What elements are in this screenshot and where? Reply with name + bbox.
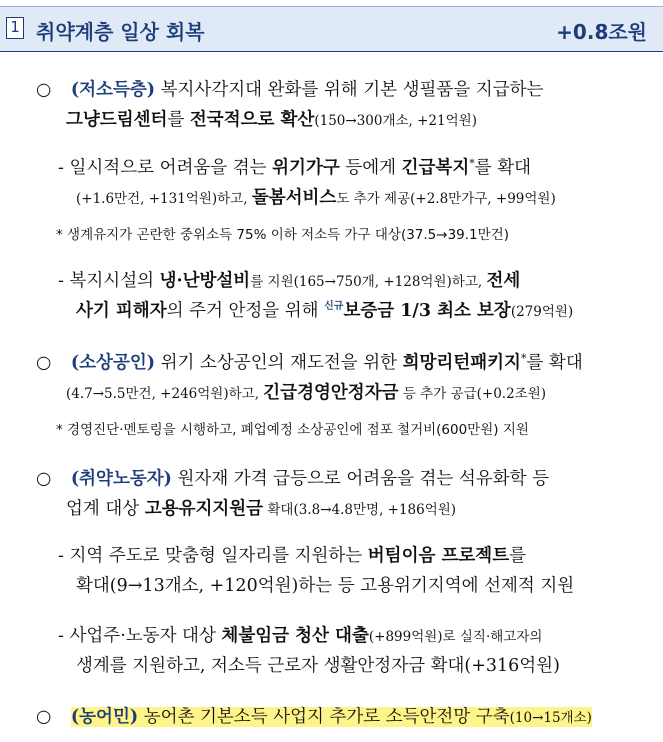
category-label: (저소득층) <box>70 80 156 100</box>
section-header <box>0 6 663 52</box>
item-text: 등 추가 공급(+0.2조원) <box>398 386 547 402</box>
category-label: (농어민) <box>70 707 139 727</box>
footnote-2: * 경영진단·멘토링을 시행하고, 폐업예정 소상공인에 점포 철거비(600만원) 지원 <box>56 422 529 438</box>
dash: - <box>58 626 64 646</box>
item-workers-line1 <box>36 465 549 490</box>
item-text: 복지사각지대 완화를 위해 기본 생필품을 지급하는 <box>155 80 544 100</box>
bold-term: 사기 피해자 <box>76 301 167 321</box>
section-title: 취약계층 일상 회복 <box>36 20 205 44</box>
item-figures: (10→15개소) <box>509 710 592 726</box>
subitem-facility-line1 <box>58 267 520 292</box>
item-text: 를 확대 <box>474 158 532 178</box>
bold-term: 보증금 1/3 최소 보장 <box>343 301 511 321</box>
bullet: ○ <box>36 469 52 489</box>
bold-term: 고용유지지원금 <box>144 499 264 519</box>
item-text: 원자재 가격 급등으로 어려움을 겪는 석유화학 등 <box>171 469 549 489</box>
item-figures: (+899억원)로 실직·해고자의 <box>368 629 543 645</box>
item-low-income-line2 <box>66 106 477 131</box>
bold-term: 전국적으로 확산 <box>189 110 315 130</box>
subitem-loan-line2: 생계를 지원하고, 저소득 근로자 생활안정자금 확대(+316억원) <box>76 656 560 676</box>
subitem-emergency-line2 <box>76 184 556 209</box>
item-workers-line2 <box>66 495 456 520</box>
bullet: ○ <box>36 707 52 727</box>
bold-term: 긴급복지 <box>401 158 470 178</box>
item-text: 일시적으로 어려움을 겪는 <box>63 158 273 178</box>
bold-term: 냉·난방설비 <box>159 271 251 291</box>
item-text: 도 추가 제공(+2.8만가구, +99억원) <box>336 191 556 207</box>
item-figures: (150→300개소, +21억원) <box>314 113 477 129</box>
item-text: 사업주·노동자 대상 <box>63 626 222 646</box>
item-farmers-line1 <box>36 703 592 728</box>
item-text: 복지시설의 <box>63 271 160 291</box>
dash: - <box>58 271 64 291</box>
footnote-1: * 생계유지가 곤란한 중위소득 75% 이하 저소득 가구 대상(37.5→39.1만건) <box>56 227 509 243</box>
subitem-loan-line1 <box>58 622 542 647</box>
item-text: 를 확대 <box>526 353 583 373</box>
item-text: 업계 대상 <box>66 499 145 519</box>
item-small-business-line1 <box>36 349 583 374</box>
bold-term: 위기가구 <box>272 158 340 178</box>
subitem-emergency-line1 <box>58 154 531 179</box>
bold-term: 체불임금 청산 대출 <box>221 626 369 646</box>
new-badge: 신규 <box>324 301 344 312</box>
item-low-income-line1 <box>36 76 543 101</box>
item-figures: (+1.6만건, +131억원)하고, <box>76 191 252 207</box>
bold-term: 돌봄서비스 <box>251 188 337 208</box>
item-text: 지역 주도로 맞춤형 일자리를 지원하는 <box>63 546 368 566</box>
item-text: 의 주거 안정을 위해 <box>166 301 325 321</box>
subitem-project-line2: 확대(9→13개소, +120억원)하는 등 고용위기지역에 선제적 지원 <box>76 576 575 596</box>
bold-term: 그냥드림센터 <box>66 110 168 130</box>
category-label: (소상공인) <box>70 353 156 373</box>
section-number: 1 <box>6 17 24 39</box>
item-text: 위기 소상공인의 재도전을 위한 <box>155 353 403 373</box>
bullet: ○ <box>36 353 52 373</box>
item-text: 를 지원(165→750개, +128억원)하고, <box>250 274 487 290</box>
dash: - <box>58 158 64 178</box>
item-figures: (279억원) <box>510 304 574 320</box>
footnote-mark: * <box>520 352 527 365</box>
category-label: (취약노동자) <box>70 469 172 489</box>
item-text: 등에게 <box>339 158 402 178</box>
subitem-facility-line2 <box>76 297 573 322</box>
item-text: 농어촌 기본소득 사업지 추가로 소득안전망 구축 <box>138 707 510 727</box>
section-amount: +0.8조원 <box>556 20 647 44</box>
bold-term: 긴급경영안정자금 <box>263 383 399 403</box>
item-text: 를 <box>509 546 527 566</box>
item-figures: 확대(3.8→4.8만명, +186억원) <box>263 502 457 518</box>
bullet: ○ <box>36 80 52 100</box>
footnote-mark: * <box>469 157 475 170</box>
item-figures: (4.7→5.5만건, +246억원)하고, <box>66 386 264 402</box>
highlighted-text <box>71 707 592 727</box>
dash: - <box>58 546 64 566</box>
bold-term: 버팀이음 프로젝트 <box>367 546 510 566</box>
bold-term: 희망리턴패키지 <box>402 353 521 373</box>
subitem-project-line1 <box>58 542 526 567</box>
bold-term: 전세 <box>486 271 521 291</box>
item-small-business-line2 <box>66 379 546 404</box>
item-text: 를 <box>167 110 190 130</box>
